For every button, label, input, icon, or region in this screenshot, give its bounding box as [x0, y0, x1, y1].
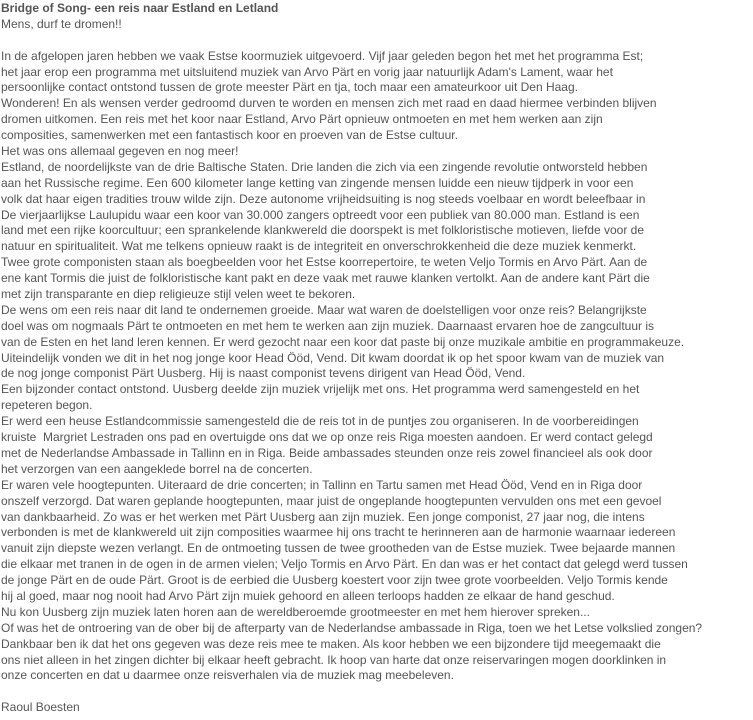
body-line: Estland, de noordelijkste van de drie Baltische Staten. Drie landen die zich via een zingende revolutie ontworsteld hebben — [1, 159, 648, 174]
body-line: onszelf verzorgd. Dat waren geplande hoogtepunten, maar juist de ongeplande hoogtepunten vervulden ons met een gevoel — [1, 493, 662, 508]
body-line: Een bijzonder contact ontstond. Uusberg deelde zijn muziek vrijelijk met ons. Het programma werd samengesteld en het — [1, 382, 640, 397]
body-line: met zijn transparante en diep religieuze stijl velen weet te bekoren. — [1, 287, 356, 302]
body-line: land met een rijke koorcultuur; een sprankelende klankwereld die doorspekt is met folkloristische motieven, liefde voor de — [1, 223, 645, 238]
article-subtitle: Mens, durf te dromen!! — [1, 16, 122, 31]
body-line: repeteren begon. — [1, 398, 93, 413]
body-line: composities, samenwerken met een fantastisch koor en proeven van de Estse cultuur. — [1, 128, 458, 143]
body-line: aan het Russische regime. Een 600 kilometer lange ketting van zingende mensen luidde een nieuw tijdperk in voor een — [1, 175, 634, 190]
body-line: vanuit zijn diepste wezen verlangt. En de ontmoeting tussen de twee grootheden van de Estse muziek. Twee bejaarde mannen — [1, 541, 676, 556]
body-line: dromen uitkomen. Een reis met het koor naar Estland, Arvo Pärt opnieuw ontmoeten en met hem werken aan zijn — [1, 112, 603, 127]
body-line: met de Nederlandse Ambassade in Tallinn en in Riga. Beide ambassades steunden onze reis zowel financieel als ook door — [1, 445, 653, 460]
body-line: ene kant Tormis die juist de folkloristische kant pakt en deze vaak met rauwe klanken vertolkt. Aan de andere kant Pärt die — [1, 271, 650, 286]
body-line: persoonlijke contact ontstond tussen de grote meester Pärt en tja, toch maar een amateurkoor uit Den Haag. — [1, 80, 578, 95]
body-line: Er werd een heuse Estlandcommissie samengesteld die de reis tot in de puntjes zou organiseren. In de voorbereidingen — [1, 414, 639, 429]
body-line: die elkaar met tranen in de ogen in de armen vielen; Veljo Tormis en Arvo Pärt. En dan was er het contact dat gelegd werd tussen — [1, 557, 688, 572]
body-line: De wens om een reis naar dit land te ondernemen groeide. Maar wat waren de doelstelligen voor onze reis? Belangrijkste — [1, 302, 647, 317]
body-line: Of was het de ontroering van de ober bij de afterparty van de Nederlandse ambassade in Riga, toen we het Letse volkslied zongen? — [1, 620, 703, 635]
author-name: Raoul Boesten — [1, 700, 80, 715]
article-body — [1, 49, 753, 685]
body-line: doel was om nogmaals Pärt te ontmoeten en met hem te werken aan zijn muziek. Daarnaast ervaren hoe de zangcultuur is — [1, 318, 655, 333]
body-line: van dankbaarheid. Zo was er het werken met Pärt Uusberg aan zijn muziek. Een jonge componist, 27 jaar nog, die intens — [1, 509, 645, 524]
body-line: In de afgelopen jaren hebben we vaak Estse koormuziek uitgevoerd. Vijf jaar geleden begon het met het programma Est; — [1, 48, 644, 63]
body-line: Er waren vele hoogtepunten. Uiteraard de drie concerten; in Tallinn en Tartu samen met Head Ööd, Vend en in Riga door — [1, 477, 643, 492]
body-line: Wonderen! En als wensen verder gedroomd durven te worden en mensen zich met raad en daad hiermee verbinden blijven — [1, 96, 657, 111]
body-line: Nu kon Uusberg zijn muziek laten horen aan de wereldberoemde grootmeester en met hem hierover spreken... — [1, 604, 590, 619]
body-line: de nog jonge componist Pärt Uusberg. Hij is naast componist tevens dirigent van Head Ööd, Vend. — [1, 366, 526, 381]
body-line: kruiste Margriet Lestraden ons pad en overtuigde ons dat we op onze reis Riga moesten aandoen. Er werd contact gelegd — [1, 430, 653, 445]
article-title: Bridge of Song- een reis naar Estland en Letland — [1, 1, 279, 15]
body-line: Het was ons allemaal gegeven en nog meer! — [1, 144, 239, 159]
body-line: het jaar erop een programma met uitsluitend muziek van Arvo Pärt en vorig jaar natuurlijk Adam's Lament, waar het — [1, 64, 613, 79]
body-line: De vierjaarlijkse Laulupidu waar een koor van 30.000 zangers optreedt voor een publiek van 80.000 man. Estland is een — [1, 207, 640, 222]
body-line: verbonden is met de klankwereld uit zijn composities waarmee hij ons tracht te herinneren aan de harmonie waarnaar iedereen — [1, 525, 676, 540]
body-line: van de Esten en het land leren kennen. Er werd gezocht naar een koor dat paste bij onze muzikale ambitie en programmakeuze. — [1, 334, 685, 349]
body-line: natuur en spiritualiteit. Wat me telkens opnieuw raakt is de integriteit en onverschrokkenheid die deze muziek kenmerkt. — [1, 239, 637, 254]
body-line: Dankbaar ben ik dat het ons gegeven was deze reis mee te maken. Als koor hebben we een bijzondere tijd meegemaakt die — [1, 636, 661, 651]
body-line: ons niet alleen in het zingen dichter bij elkaar heeft gebracht. Ik hoop van harte dat onze reiservaringen mogen doorklinken in — [1, 652, 667, 667]
body-line: de jonge Pärt en de oude Pärt. Groot is de eerbied die Uusberg koestert voor zijn twee grote voorbeelden. Veljo Tormis kende — [1, 573, 668, 588]
body-line: Twee grote componisten staan als boegbeelden voor het Estse koorrepertoire, te weten Veljo Tormis en Arvo Pärt. Aan de — [1, 255, 648, 270]
spacer — [1, 33, 753, 49]
body-line: het verzorgen van een aangeklede borrel na de concerten. — [1, 461, 313, 476]
body-line: hij al goed, maar nog nooit had Arvo Pärt zijn muiek gehoord en alleen terloops hadden ze elkaar de hand geschud. — [1, 588, 615, 603]
spacer — [1, 684, 753, 700]
body-line: volk dat haar eigen tradities trouw wilde zijn. Deze autonome vrijheidsuiting is nog steeds voelbaar en wordt beleefbaar in — [1, 191, 646, 206]
body-line: Uiteindelijk vonden we dit in het nog jonge koor Head Ööd, Vend. Dit kwam doordat ik op het spoor kwam van de muziek van — [1, 350, 665, 365]
body-line: onze concerten en dat u daarmee onze reisverhalen via de muziek mag meebeleven. — [1, 668, 454, 683]
